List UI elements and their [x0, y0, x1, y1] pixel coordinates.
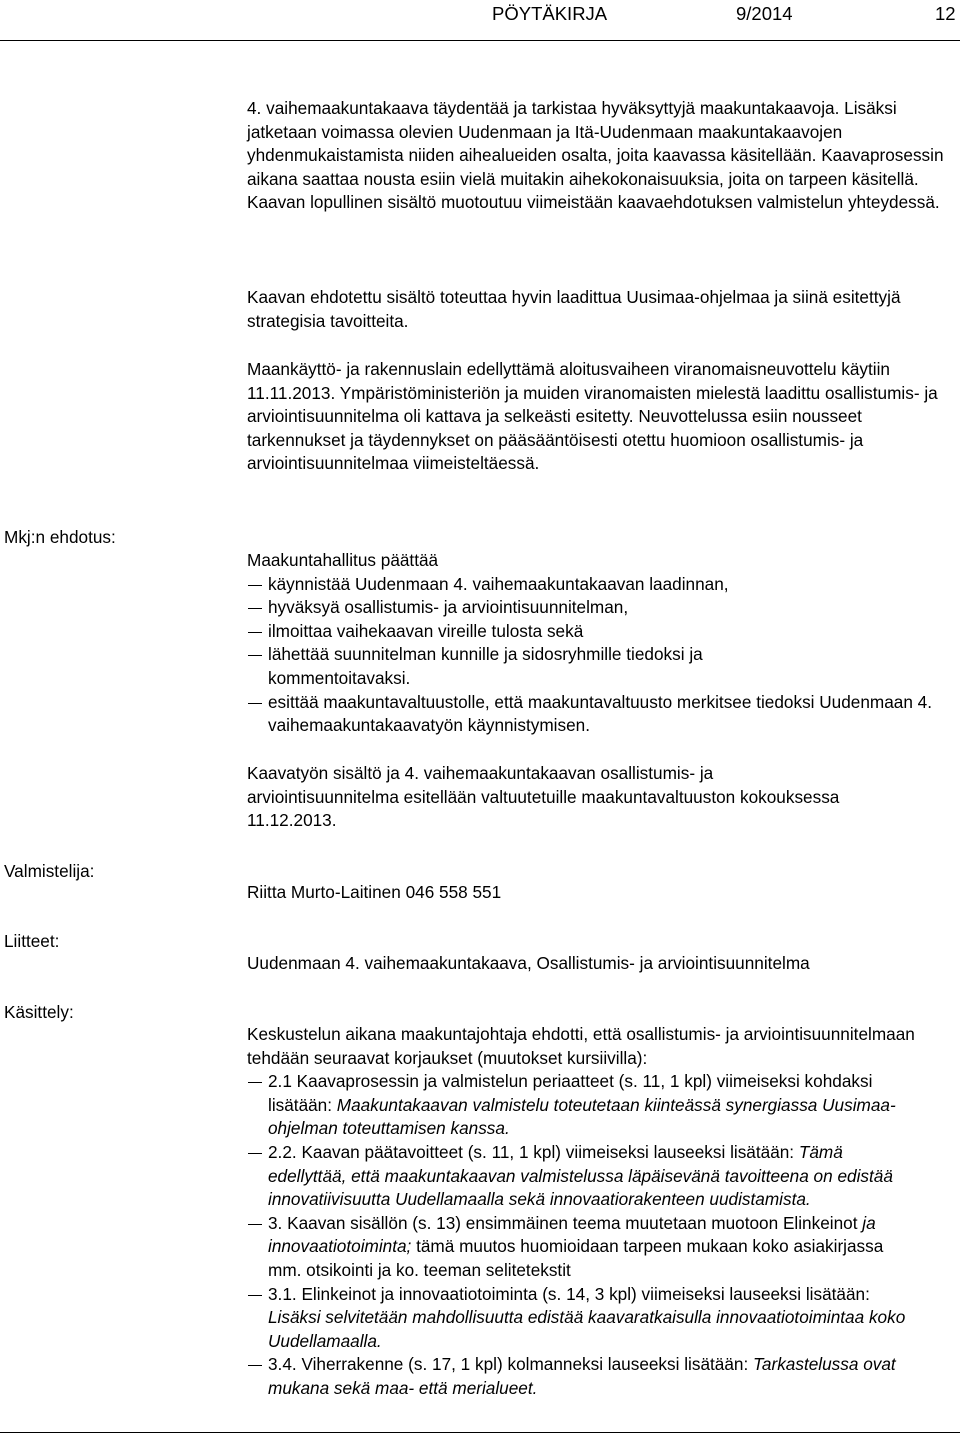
intro-section-2	[247, 286, 947, 333]
intro-paragraph-2: Kaavan ehdotettu sisältö toteuttaa hyvin laadittua Uusimaa-ohjelmaa ja siinä esitettyjä strategisia tavoitteita.	[247, 287, 901, 331]
item-text: 2.2. Kaavan päätavoitteet (s. 11, 1 kpl) viimeiseksi lauseeksi lisätään:	[268, 1141, 799, 1162]
item-text: 3.1. Elinkeinot ja innovaatiotoiminta (s. 14, 3 kpl) viimeiseksi lauseeksi lisätään:	[268, 1283, 870, 1304]
item-text: 3. Kaavan sisällön (s. 13) ensimmäinen teema muutetaan muotoon Elinkeinot	[268, 1212, 863, 1233]
attachments-value: Uudenmaan 4. vaihemaakuntakaava, Osallistumis- ja arviointisuunnitelma	[247, 953, 810, 973]
list-item	[247, 1283, 947, 1354]
list-item	[247, 1070, 947, 1141]
item-text-after: tämä muutos huomioidaan tarpeen mukaan koko asiakirjassa mm. otsikointi ja ko. teeman selitetekstit	[268, 1236, 884, 1280]
item-italic-text: Tarkastelussa ovat mukana sekä maa- että merialueet.	[268, 1354, 896, 1398]
proposal-note-section	[247, 762, 867, 833]
intro-paragraph-1: 4. vaihemaakuntakaava täydentää ja tarkistaa hyväksyttyjä maakuntakaavoja. Lisäksi jatketaan voimassa olevien Uudenmaan ja Itä-Uudenmaan maakuntakaavojen yhdenmukaistamista niiden aihealueiden osalta, joita kaavassa käsitellään. Kaavaprosessin aikana saattaa nousta esiin vielä muitakin aihekokonaisuuksia, joita on tarpeen käsitellä. Kaavan lopullinen sisältö muotoutuu viimeistään kaavaehdotuksen valmistelun yhteydessä.	[247, 98, 944, 213]
page-number: 12	[935, 3, 956, 24]
handling-label: Käsittely:	[4, 1002, 74, 1022]
proposal-note: Kaavatyön sisältö ja 4. vaihemaakuntakaavan osallistumis- ja arviointisuunnitelma esitellään valtuutetuille maakuntavaltuuston kokouksessa 11.12.2013.	[247, 763, 840, 831]
issue-number: 9/2014	[736, 3, 793, 24]
attachments-label: Liitteet:	[4, 931, 60, 951]
item-italic-text: ja innovaatiotoiminta;	[268, 1212, 876, 1257]
proposal-section	[247, 549, 937, 738]
handling-list	[247, 1070, 947, 1400]
list-item	[247, 1212, 947, 1283]
intro-section	[247, 97, 947, 215]
list-item: hyväksyä osallistumis- ja arviointisuunnitelman,	[247, 596, 937, 620]
item-italic-text: Lisäksi selvitetään mahdollisuutta edistää kaavaratkaisulla innovaatiotoimintaa koko Uudellamaalla.	[268, 1307, 906, 1351]
item-italic-text: Tämä edellyttää, että maakuntakaavan valmistelussa läpäisevänä tavoitteena on edistää innovatiivisuutta Uudellamaalla sekä innovaatiorakenteen uudistamista.	[268, 1141, 893, 1210]
list-item	[247, 1353, 947, 1400]
list-item	[247, 1141, 947, 1212]
list-item: ilmoittaa vaihekaavan vireille tulosta sekä	[247, 620, 937, 644]
proposal-label: Mkj:n ehdotus:	[4, 527, 116, 547]
item-text: 3.4. Viherrakenne (s. 17, 1 kpl) kolmanneksi lauseeksi lisätään:	[268, 1354, 754, 1375]
proposal-list	[247, 573, 937, 738]
proposal-lead: Maakuntahallitus päättää	[247, 550, 439, 570]
preparer-value: Riitta Murto-Laitinen 046 558 551	[247, 882, 502, 902]
preparer-label: Valmistelija:	[4, 861, 95, 881]
page-header	[0, 2, 960, 26]
document-type: PÖYTÄKIRJA	[492, 3, 608, 24]
list-item: käynnistää Uudenmaan 4. vaihemaakuntakaavan laadinnan,	[247, 573, 937, 597]
item-italic-text: Maakuntakaavan valmistelu toteutetaan kiinteässä synergiassa Uusimaa-ohjelman toteuttamisen kanssa.	[268, 1094, 896, 1139]
intro-section-3	[247, 358, 959, 476]
footer-rule	[0, 1432, 960, 1433]
item-text: 2.1 Kaavaprosessin ja valmistelun periaatteet (s. 11, 1 kpl) viimeiseksi kohdaksi lisätään:	[268, 1071, 873, 1115]
list-item: lähettää suunnitelman kunnille ja sidosryhmille tiedoksi ja kommentoitavaksi.	[247, 643, 937, 690]
list-item: esittää maakuntavaltuustolle, että maakuntavaltuusto merkitsee tiedoksi Uudenmaan 4. vaihemaakuntakaavatyön käynnistymisen.	[247, 691, 937, 738]
handling-section	[247, 1023, 947, 1401]
handling-lead: Keskustelun aikana maakuntajohtaja ehdotti, että osallistumis- ja arviointisuunnitelmaan tehdään seuraavat korjaukset (muutokset kursiivilla):	[247, 1024, 915, 1068]
header-rule	[0, 40, 960, 41]
intro-paragraph-3: Maankäyttö- ja rakennuslain edellyttämä aloitusvaiheen viranomaisneuvottelu käytiin 11.11.2013. Ympäristöministeriön ja muiden viranomaisten mielestä laadittu osallistumis- ja arviointisuunnitelma oli kattava ja selkeästi esitetty. Neuvottelussa esiin nousseet tarkennukset ja täydennykset on pääsääntöisesti otettu huomioon osallistumis- ja arviointisuunnitelmaa viimeisteltäessä.	[247, 359, 938, 474]
